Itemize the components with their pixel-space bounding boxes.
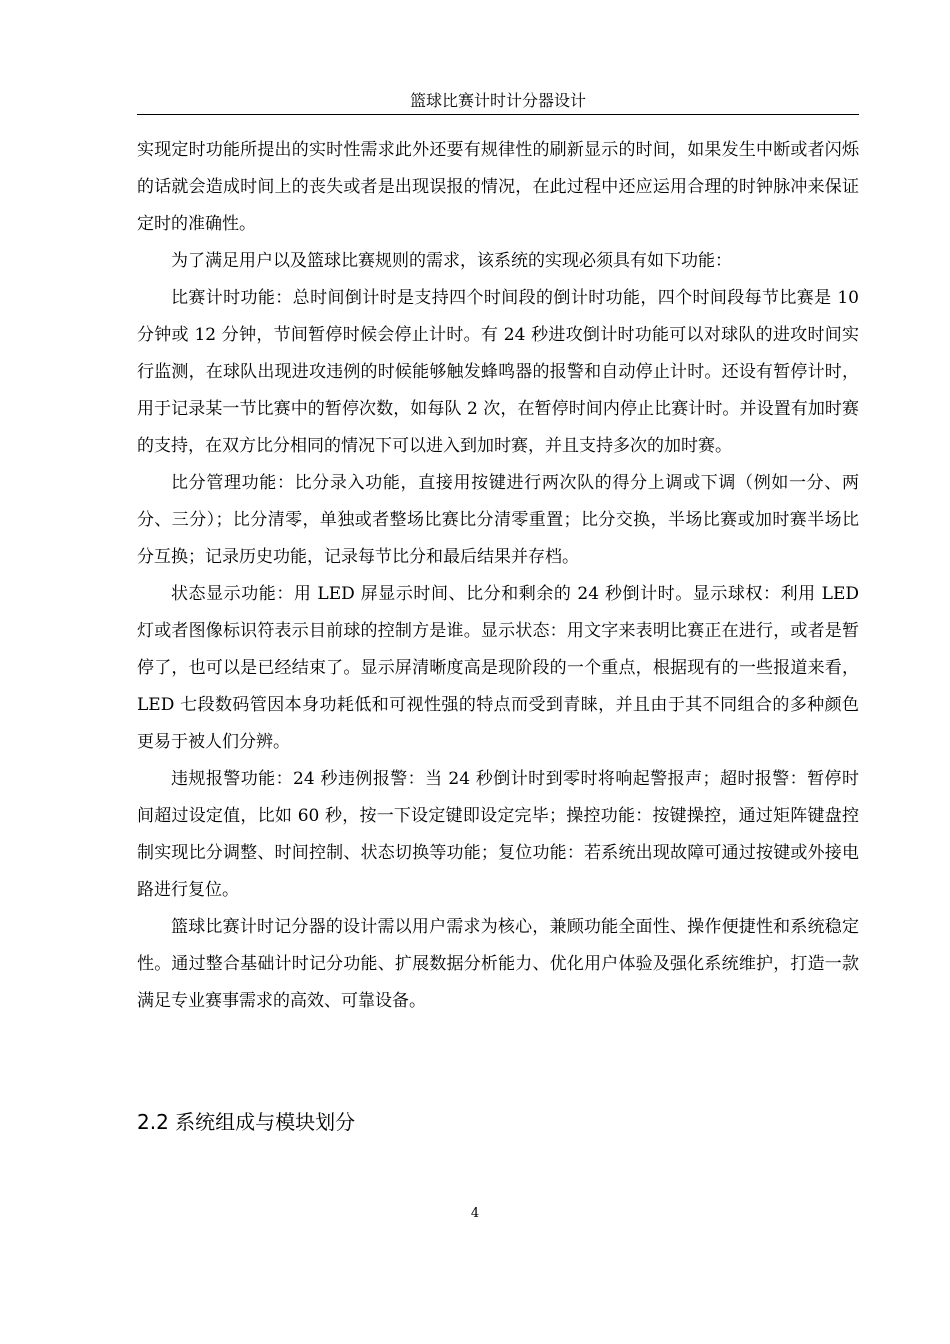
running-title: 篮球比赛计时计分器设计 (409, 91, 586, 110)
page-number: 4 (470, 1206, 480, 1221)
paragraph-violation-alarm: 违规报警功能：24 秒违例报警：当 24 秒倒计时到零时将响起警报声；超时报警：暂停时间超过设定值，比如 60 秒，按一下设定键即设定完毕；操控功能：按键操控，通过矩阵键盘控制实现比分调整、时间控制、状态切换等功能；复位功能：若系统出现故障可通过按键或外接电路进行复位。 (137, 769, 859, 900)
paragraph-requirements-intro: 为了满足用户以及篮球比赛规则的需求，该系统的实现必须具有如下功能： (171, 251, 732, 271)
paragraph-status-display: 状态显示功能：用 LED 屏显示时间、比分和剩余的 24 秒倒计时。显示球权：利用 LED 灯或者图像标识符表示目前球的控制方是谁。显示状态：用文字来表明比赛正在进行，或者是暂停了，也可以是已经结束了。显示屏清晰度高是现阶段的一个重点，根据现有的一些报道来看，LED 七段数码管因本身功耗低和可视性强的特点而受到青睐，并且由于其不同组合的多种颜色更易于被人们分辨。 (137, 584, 859, 752)
paragraph-summary: 篮球比赛计时记分器的设计需以用户需求为核心，兼顾功能全面性、操作便捷性和系统稳定性。通过整合基础计时记分功能、扩展数据分析能力、优化用户体验及强化系统维护，打造一款满足专业赛事需求的高效、可靠设备。 (137, 917, 859, 1011)
page-header (137, 88, 859, 115)
section-heading: 2.2 系统组成与模块划分 (137, 1110, 356, 1134)
paragraph-continuation: 实现定时功能所提出的实时性需求此外还要有规律性的刷新显示的时间，如果发生中断或者闪烁的话就会造成时间上的丧失或者是出现误报的情况，在此过程中还应运用合理的时钟脉冲来保证定时的准确性。 (137, 140, 859, 234)
body-text (137, 132, 859, 1020)
paragraph-score-management: 比分管理功能：比分录入功能，直接用按键进行两次队的得分上调或下调（例如一分、两分、三分）；比分清零，单独或者整场比赛比分清零重置；比分交换，半场比赛或加时赛半场比分互换；记录历史功能，记录每节比分和最后结果并存档。 (137, 473, 859, 567)
paragraph-timing-function: 比赛计时功能：总时间倒计时是支持四个时间段的倒计时功能，四个时间段每节比赛是 10 分钟或 12 分钟，节间暂停时候会停止计时。有 24 秒进攻倒计时功能可以对球队的进攻时间实行监测，在球队出现进攻违例的时候能够触发蜂鸣器的报警和自动停止计时。还设有暂停计时，用于记录某一节比赛中的暂停次数，如每队 2 次，在暂停时间内停止比赛计时。并设置有加时赛的支持，在双方比分相同的情况下可以进入到加时赛，并且支持多次的加时赛。 (137, 288, 859, 456)
